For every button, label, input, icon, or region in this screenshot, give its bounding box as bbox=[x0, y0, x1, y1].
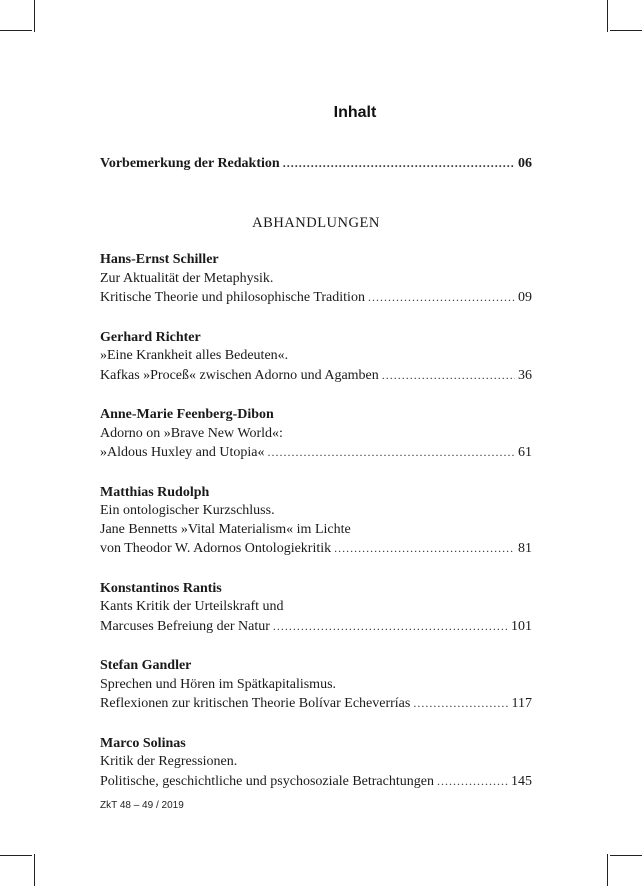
entry-title-line: Kritik der Regressionen. bbox=[100, 754, 238, 769]
entry-author: Marco Solinas bbox=[100, 735, 186, 751]
entry-title-line: von Theodor W. Adornos Ontologiekritik bbox=[100, 541, 332, 556]
entry-last-line bbox=[100, 366, 532, 386]
entry-title-line: Kants Kritik der Urteilskraft und bbox=[100, 599, 284, 614]
entry-author: Anne-Marie Feenberg-Dibon bbox=[100, 407, 274, 422]
toc-entry[interactable] bbox=[100, 406, 532, 463]
leader-dots bbox=[382, 366, 515, 385]
entry-title-line: Adorno on »Brave New World«: bbox=[100, 425, 283, 441]
entry-page-number: 101 bbox=[511, 618, 532, 634]
crop-mark bbox=[0, 30, 32, 31]
table-of-contents bbox=[100, 154, 532, 812]
entry-author: Stefan Gandler bbox=[100, 658, 192, 673]
entry-title-line: »Aldous Huxley and Utopia« bbox=[100, 445, 265, 460]
leader-dots bbox=[334, 539, 515, 558]
toc-entry[interactable] bbox=[100, 484, 532, 559]
crop-mark bbox=[0, 855, 32, 856]
toc-entry[interactable] bbox=[100, 657, 532, 714]
entry-page-number: 117 bbox=[511, 696, 532, 711]
entry-last-line bbox=[100, 539, 532, 559]
entry-title-line: Kafkas »Proceß« zwischen Adorno und Agamben bbox=[100, 367, 379, 383]
leader-dots bbox=[413, 694, 508, 713]
entry-title-line: Kritische Theorie und philosophische Tradition bbox=[100, 290, 365, 305]
entry-author: Matthias Rudolph bbox=[100, 484, 210, 500]
crop-mark bbox=[610, 30, 642, 31]
entry-title-line: Zur Aktualität der Metaphysik. bbox=[100, 270, 274, 286]
toc-title: Vorbemerkung der Redaktion bbox=[100, 156, 280, 171]
leader-dots bbox=[283, 154, 515, 173]
crop-mark bbox=[610, 855, 642, 856]
toc-front-matter[interactable] bbox=[100, 154, 532, 174]
entry-last-line bbox=[100, 288, 532, 308]
entry-title-line: Reflexionen zur kritischen Theorie Bolívar Echeverrías bbox=[100, 696, 411, 711]
entry-page-number: 145 bbox=[511, 773, 532, 789]
entry-page-number: 36 bbox=[518, 367, 532, 383]
entry-author: Konstantinos Rantis bbox=[100, 580, 222, 596]
page-footer: ZkT 48 – 49 / 2019 bbox=[100, 800, 184, 811]
entry-author: Hans-Ernst Schiller bbox=[100, 252, 219, 267]
toc-entry[interactable] bbox=[100, 329, 532, 386]
crop-mark bbox=[607, 0, 608, 32]
entry-title-line: Marcuses Befreiung der Natur bbox=[100, 618, 270, 634]
entry-last-line bbox=[100, 772, 532, 792]
section-heading: ABHANDLUNGEN bbox=[252, 214, 380, 231]
toc-entry[interactable] bbox=[100, 735, 532, 792]
leader-dots bbox=[273, 617, 508, 636]
entry-title-line: Politische, geschichtliche und psychosoziale Betrachtungen bbox=[100, 773, 434, 789]
crop-mark bbox=[34, 854, 35, 886]
entry-last-line bbox=[100, 694, 532, 714]
entry-author: Gerhard Richter bbox=[100, 329, 201, 345]
toc-entry[interactable] bbox=[100, 251, 532, 308]
leader-dots bbox=[368, 288, 515, 307]
entry-page-number: 81 bbox=[518, 541, 532, 556]
entry-title-line: Ein ontologischer Kurzschluss. bbox=[100, 503, 275, 518]
leader-dots bbox=[437, 772, 508, 791]
entry-last-line bbox=[100, 617, 532, 637]
entry-last-line bbox=[100, 443, 532, 463]
leader-dots bbox=[267, 443, 515, 462]
crop-mark bbox=[607, 854, 608, 886]
entry-title-line: »Eine Krankheit alles Bedeuten«. bbox=[100, 348, 289, 363]
entry-page-number: 09 bbox=[518, 290, 532, 305]
toc-entry[interactable] bbox=[100, 580, 532, 637]
entry-page-number: 61 bbox=[518, 445, 532, 460]
toc-page-number: 06 bbox=[518, 156, 532, 171]
page-title: Inhalt bbox=[333, 104, 377, 121]
crop-mark bbox=[34, 0, 35, 32]
toc-entries bbox=[100, 251, 532, 791]
entry-title-line: Sprechen und Hören im Spätkapitalismus. bbox=[100, 676, 337, 692]
entry-title-line: Jane Bennetts »Vital Materialism« im Lichte bbox=[100, 521, 351, 537]
